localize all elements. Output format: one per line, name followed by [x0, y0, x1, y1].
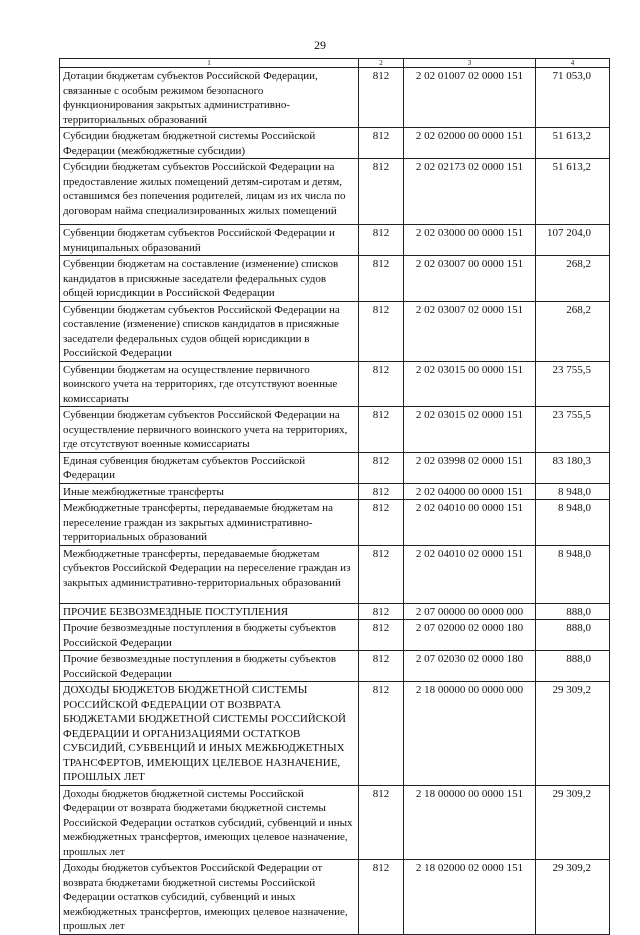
header-col-2: 2 — [359, 59, 404, 68]
row-admin-code: 812 — [359, 682, 404, 786]
row-amount: 888,0 — [536, 603, 610, 620]
page-number: 29 — [314, 38, 326, 52]
row-amount: 51 613,2 — [536, 159, 610, 225]
row-admin-code: 812 — [359, 785, 404, 860]
table-row — [60, 159, 610, 225]
row-name: Субвенции бюджетам на осуществление первичного воинского учета на территориях, где отсутствуют военные комиссариаты — [60, 361, 359, 407]
row-admin-code: 812 — [359, 483, 404, 500]
row-amount: 29 309,2 — [536, 785, 610, 860]
row-amount: 71 053,0 — [536, 68, 610, 128]
row-name: Прочие безвозмездные поступления в бюджеты субъектов Российской Федерации — [60, 620, 359, 651]
table-header-row — [60, 59, 610, 68]
header-col-3: 3 — [404, 59, 536, 68]
row-name: Межбюджетные трансферты, передаваемые бюджетам на переселение граждан из закрытых административно-территориальных образований — [60, 500, 359, 546]
table-row — [60, 256, 610, 302]
row-name: Дотации бюджетам субъектов Российской Федерации, связанные с особым режимом безопасного функционирования закрытых административно-территориальных образований — [60, 68, 359, 128]
row-kbk: 2 07 02030 02 0000 180 — [404, 651, 536, 682]
row-admin-code: 812 — [359, 301, 404, 361]
row-admin-code: 812 — [359, 500, 404, 546]
table-row — [60, 651, 610, 682]
row-name: Субвенции бюджетам на составление (изменение) списков кандидатов в присяжные заседатели федеральных судов общей юрисдикции в Российской Федерации — [60, 256, 359, 302]
table-row — [60, 603, 610, 620]
row-name: Прочие безвозмездные поступления в бюджеты субъектов Российской Федерации — [60, 651, 359, 682]
row-name: Иные межбюджетные трансферты — [60, 483, 359, 500]
row-amount: 29 309,2 — [536, 682, 610, 786]
table-row — [60, 620, 610, 651]
row-kbk: 2 07 02000 02 0000 180 — [404, 620, 536, 651]
row-name: Субвенции бюджетам субъектов Российской Федерации на осуществление первичного воинского учета на территориях, где отсутствуют военные комиссариаты — [60, 407, 359, 453]
table-row — [60, 68, 610, 128]
row-name: Межбюджетные трансферты, передаваемые бюджетам субъектов Российской Федерации на переселение граждан из закрытых административно-территориальных образований — [60, 545, 359, 603]
table-row — [60, 361, 610, 407]
row-name: Доходы бюджетов бюджетной системы Российской Федерации от возврата бюджетами бюджетной системы Российской Федерации остатков субсидий, субвенций и иных межбюджетных трансфертов, имеющих целевое назначение, прошлых лет — [60, 785, 359, 860]
row-name: Единая субвенция бюджетам субъектов Российской Федерации — [60, 452, 359, 483]
row-admin-code: 812 — [359, 128, 404, 159]
row-kbk: 2 02 02173 02 0000 151 — [404, 159, 536, 225]
row-kbk: 2 07 00000 00 0000 000 — [404, 603, 536, 620]
table-row — [60, 128, 610, 159]
row-admin-code: 812 — [359, 603, 404, 620]
row-name: ДОХОДЫ БЮДЖЕТОВ БЮДЖЕТНОЙ СИСТЕМЫ РОССИЙСКОЙ ФЕДЕРАЦИИ ОТ ВОЗВРАТА БЮДЖЕТАМИ БЮДЖЕТНОЙ СИСТЕМЫ РОССИЙСКОЙ ФЕДЕРАЦИИ И ОРГАНИЗАЦИЯМИ ОСТАТКОВ СУБСИДИЙ, СУБВЕНЦИЙ И ИНЫХ МЕЖБЮДЖЕТНЫХ ТРАНСФЕРТОВ, ИМЕЮЩИХ ЦЕЛЕВОЕ НАЗНАЧЕНИЕ, ПРОШЛЫХ ЛЕТ — [60, 682, 359, 786]
row-kbk: 2 02 04010 02 0000 151 — [404, 545, 536, 603]
table-row — [60, 407, 610, 453]
row-admin-code: 812 — [359, 860, 404, 935]
row-kbk: 2 18 00000 00 0000 151 — [404, 785, 536, 860]
row-admin-code: 812 — [359, 68, 404, 128]
table-row — [60, 860, 610, 935]
row-name: Субвенции бюджетам субъектов Российской Федерации и муниципальных образований — [60, 225, 359, 256]
table-row — [60, 785, 610, 860]
row-amount: 8 948,0 — [536, 483, 610, 500]
row-name: ПРОЧИЕ БЕЗВОЗМЕЗДНЫЕ ПОСТУПЛЕНИЯ — [60, 603, 359, 620]
row-amount: 83 180,3 — [536, 452, 610, 483]
row-kbk: 2 02 03007 02 0000 151 — [404, 301, 536, 361]
row-admin-code: 812 — [359, 545, 404, 603]
row-name: Субсидии бюджетам субъектов Российской Федерации на предоставление жилых помещений детям-сиротам и детям, оставшимся без попечения родителей, лицам из их числа по договорам найма специализированных жилых помещений — [60, 159, 359, 225]
row-kbk: 2 02 03000 00 0000 151 — [404, 225, 536, 256]
row-kbk: 2 02 04000 00 0000 151 — [404, 483, 536, 500]
row-admin-code: 812 — [359, 225, 404, 256]
table-row — [60, 452, 610, 483]
row-kbk: 2 02 03007 00 0000 151 — [404, 256, 536, 302]
row-admin-code: 812 — [359, 361, 404, 407]
table-row — [60, 301, 610, 361]
table-row — [60, 545, 610, 603]
row-amount: 23 755,5 — [536, 361, 610, 407]
row-amount: 107 204,0 — [536, 225, 610, 256]
row-admin-code: 812 — [359, 452, 404, 483]
row-admin-code: 812 — [359, 620, 404, 651]
row-kbk: 2 02 03998 02 0000 151 — [404, 452, 536, 483]
table-row — [60, 500, 610, 546]
row-amount: 268,2 — [536, 256, 610, 302]
row-kbk: 2 02 03015 02 0000 151 — [404, 407, 536, 453]
row-amount: 51 613,2 — [536, 128, 610, 159]
row-kbk: 2 02 03015 00 0000 151 — [404, 361, 536, 407]
row-amount: 888,0 — [536, 651, 610, 682]
table-row — [60, 225, 610, 256]
row-kbk: 2 18 02000 02 0000 151 — [404, 860, 536, 935]
row-name: Доходы бюджетов субъектов Российской Федерации от возврата бюджетами бюджетной системы Российской Федерации остатков субсидий, субвенций и иных межбюджетных трансфертов, имеющих целевое назначение, прошлых лет — [60, 860, 359, 935]
row-name: Субсидии бюджетам бюджетной системы Российской Федерации (межбюджетные субсидии) — [60, 128, 359, 159]
row-kbk: 2 18 00000 00 0000 000 — [404, 682, 536, 786]
revenue-table — [59, 58, 610, 935]
row-admin-code: 812 — [359, 651, 404, 682]
header-col-4: 4 — [536, 59, 610, 68]
table-row — [60, 483, 610, 500]
row-kbk: 2 02 02000 00 0000 151 — [404, 128, 536, 159]
row-name: Субвенции бюджетам субъектов Российской Федерации на составление (изменение) списков кандидатов в присяжные заседатели федеральных судов общей юрисдикции в Российской Федерации — [60, 301, 359, 361]
table-row — [60, 682, 610, 786]
row-amount: 23 755,5 — [536, 407, 610, 453]
row-admin-code: 812 — [359, 407, 404, 453]
row-amount: 888,0 — [536, 620, 610, 651]
row-kbk: 2 02 04010 00 0000 151 — [404, 500, 536, 546]
row-amount: 268,2 — [536, 301, 610, 361]
row-amount: 8 948,0 — [536, 545, 610, 603]
header-col-1: 1 — [60, 59, 359, 68]
row-amount: 29 309,2 — [536, 860, 610, 935]
row-admin-code: 812 — [359, 256, 404, 302]
row-kbk: 2 02 01007 02 0000 151 — [404, 68, 536, 128]
row-amount: 8 948,0 — [536, 500, 610, 546]
row-admin-code: 812 — [359, 159, 404, 225]
